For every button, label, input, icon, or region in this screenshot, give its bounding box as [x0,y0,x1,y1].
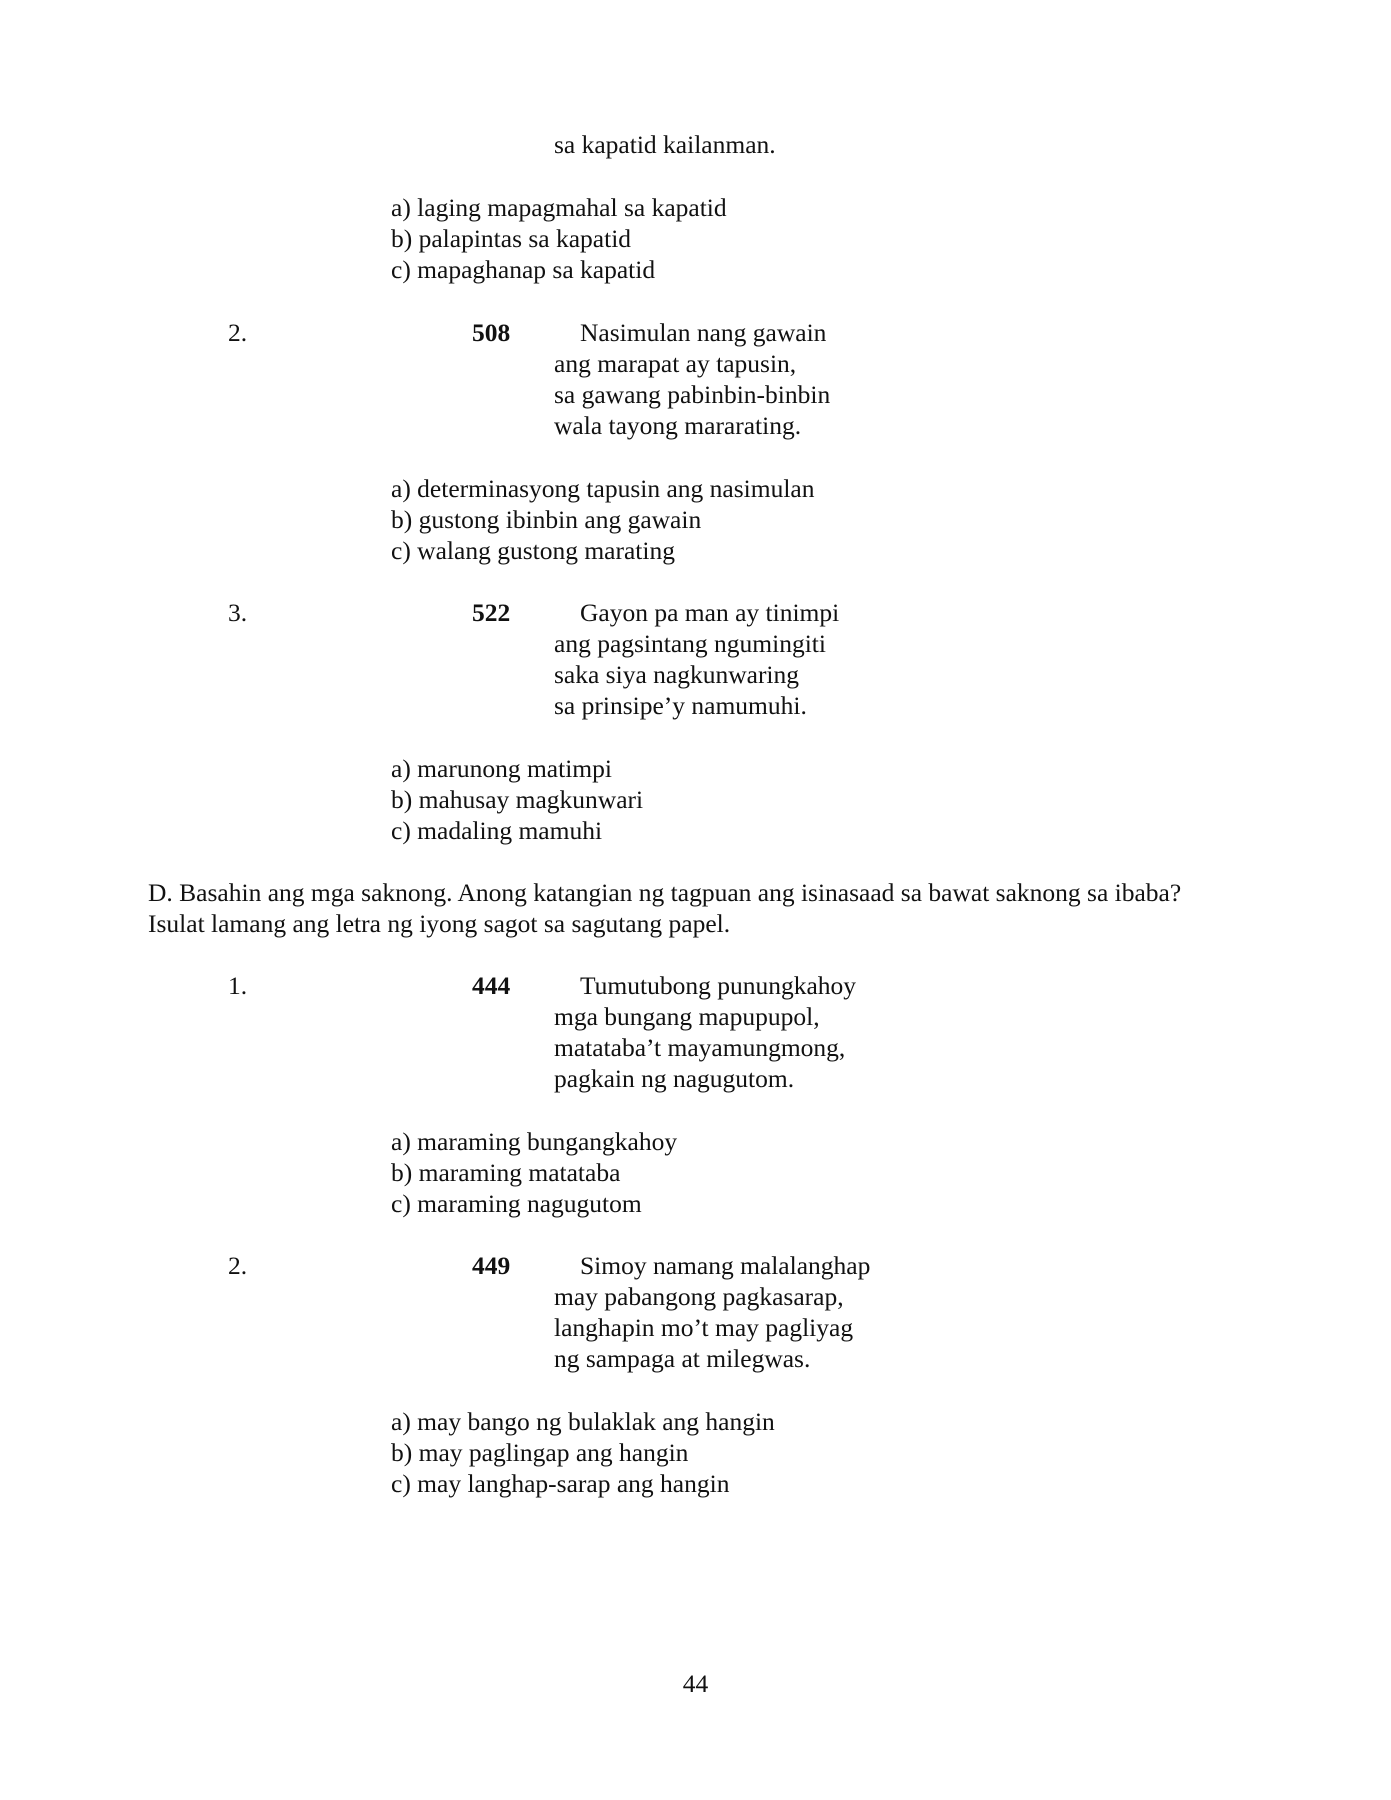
stanza-line: matataba’t mayamungmong, [554,1033,846,1062]
page-number: 44 [682,1669,709,1698]
item-number: 3. [228,598,248,627]
stanza-line: saka siya nagkunwaring [554,660,800,689]
option-c: c) mapaghanap sa kapatid [391,255,656,284]
stanza-line: ang marapat ay tapusin, [554,349,797,378]
stanza-line: pagkain ng nagugutom. [554,1064,795,1093]
stanza-line: Nasimulan nang gawain [580,318,827,347]
section-instruction: Isulat lamang ang letra ng iyong sagot sa sagutang papel. [148,909,731,938]
stanza-line: wala tayong mararating. [554,411,802,440]
stanza-line: sa kapatid kailanman. [554,130,776,159]
option-c: c) walang gustong marating [391,536,675,565]
stanza-number: 449 [472,1251,511,1280]
item-number: 2. [228,1251,248,1280]
option-c: c) maraming nagugutom [391,1189,642,1218]
option-a: a) maraming bungangkahoy [391,1127,678,1156]
stanza-number: 522 [472,598,511,627]
item-number: 2. [228,318,248,347]
stanza-line: may pabangong pagkasarap, [554,1282,844,1311]
option-a: a) determinasyong tapusin ang nasimulan [391,474,815,503]
option-a: a) may bango ng bulaklak ang hangin [391,1407,775,1436]
stanza-number: 508 [472,318,511,347]
stanza-line: sa gawang pabinbin-binbin [554,380,831,409]
stanza-line: mga bungang mapupupol, [554,1002,820,1031]
stanza-line: Gayon pa man ay tinimpi [580,598,840,627]
option-b: b) maraming matataba [391,1158,621,1187]
stanza-line: ang pagsintang ngumingiti [554,629,826,658]
stanza-line: sa prinsipe’y namumuhi. [554,691,807,720]
section-instruction: D. Basahin ang mga saknong. Anong katangian ng tagpuan ang isinasaad sa bawat saknong sa ibaba? [148,878,1182,907]
stanza-number: 444 [472,971,511,1000]
option-b: b) mahusay magkunwari [391,785,644,814]
stanza-line: Tumutubong punungkahoy [580,971,857,1000]
stanza-line: Simoy namang malalanghap [580,1251,871,1280]
option-b: b) palapintas sa kapatid [391,224,632,253]
option-a: a) laging mapagmahal sa kapatid [391,193,727,222]
option-c: c) may langhap-sarap ang hangin [391,1469,730,1498]
option-a: a) marunong matimpi [391,754,612,783]
option-b: b) may paglingap ang hangin [391,1438,689,1467]
option-c: c) madaling mamuhi [391,816,603,845]
stanza-line: ng sampaga at milegwas. [554,1344,811,1373]
stanza-line: langhapin mo’t may pagliyag [554,1313,854,1342]
item-number: 1. [228,971,248,1000]
option-b: b) gustong ibinbin ang gawain [391,505,702,534]
